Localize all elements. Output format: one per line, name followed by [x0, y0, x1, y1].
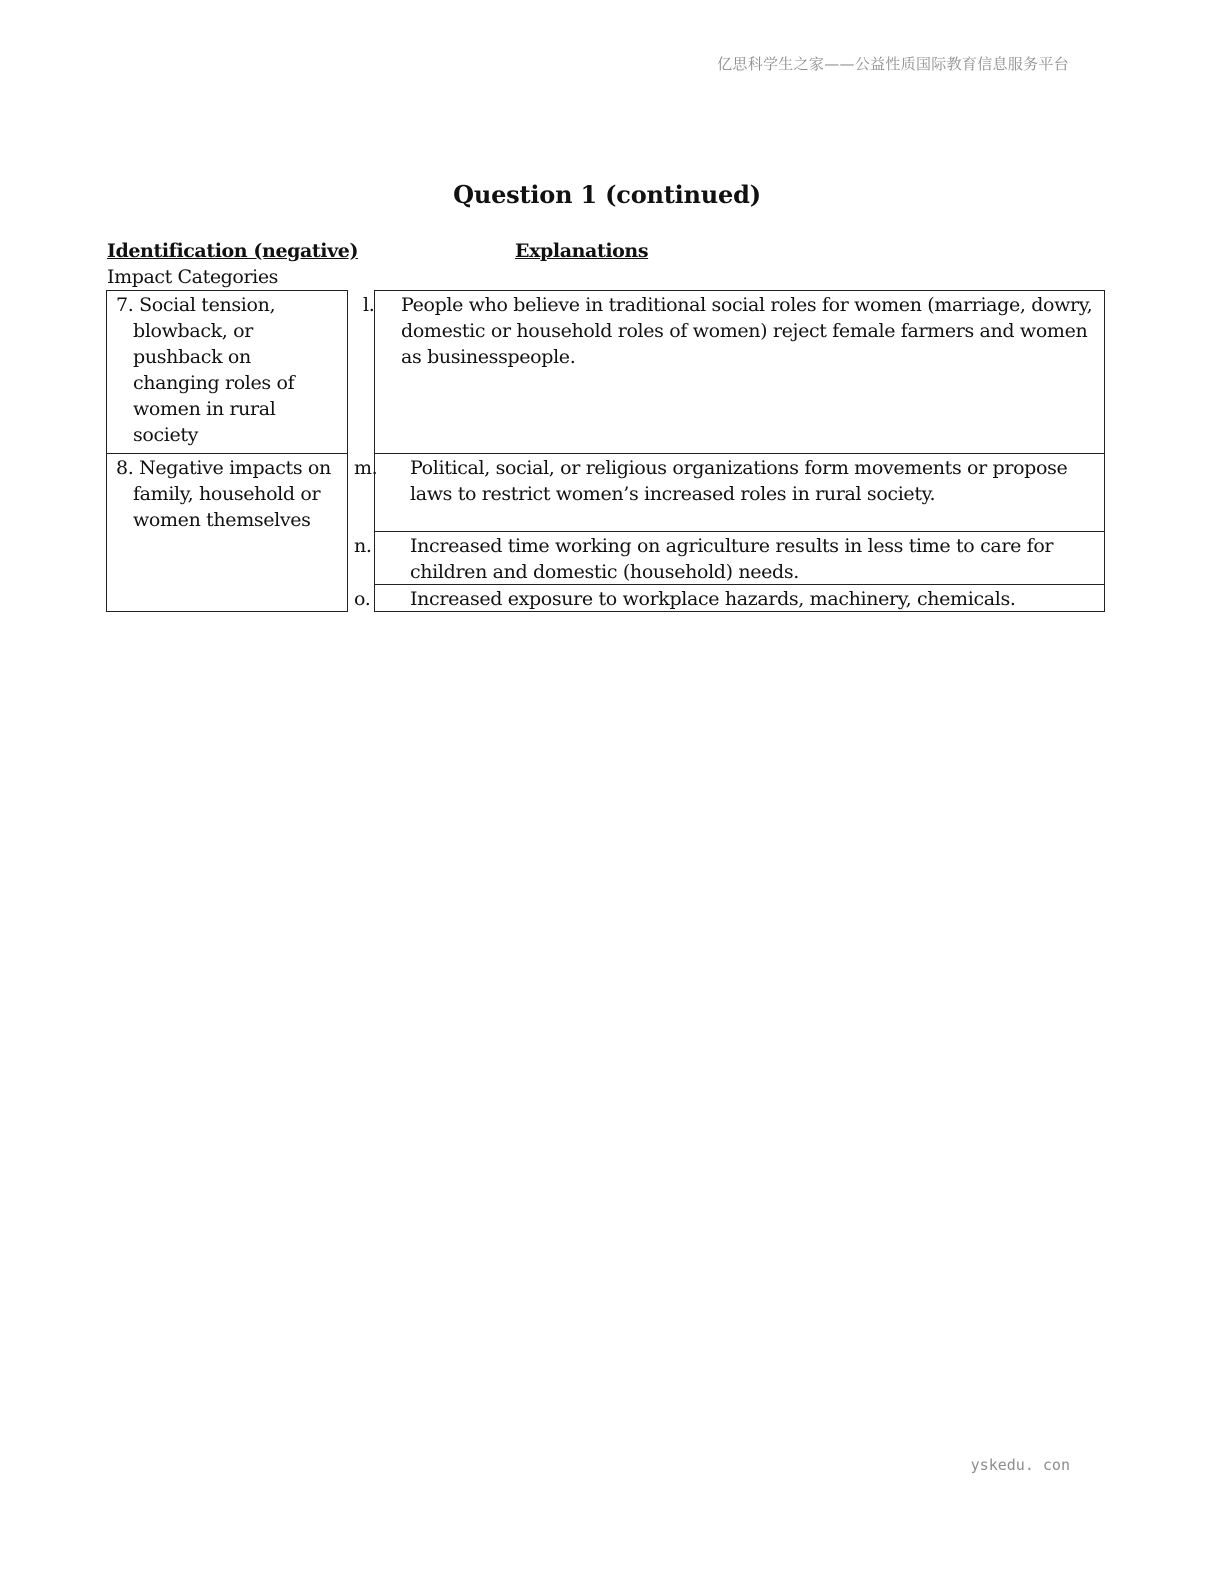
explanation-m-letter: m. [354, 457, 378, 479]
explanation-m-cell [354, 453, 1105, 532]
category-8-number: 8. [116, 457, 134, 479]
category-7-text [116, 292, 341, 448]
explanation-l-body: People who believe in traditional social roles for women (marriage, dowry, domestic or household roles of women) reject female farmers and women as businesspeople. [401, 294, 1093, 368]
explanation-o-cell [354, 584, 1105, 612]
explanation-m-body: Political, social, or religious organizations form movements or propose laws to restrict women’s increased roles in rural society. [410, 457, 1068, 505]
explanation-n-text [354, 533, 1096, 585]
explanation-m-text [354, 455, 1096, 507]
explanation-n-body: Increased time working on agriculture results in less time to care for children and domestic (household) needs. [410, 535, 1054, 583]
explanation-o-letter: o. [354, 588, 371, 610]
category-8-label: Negative impacts on family, household or women themselves [133, 457, 331, 531]
explanation-o-text [354, 586, 1096, 612]
identification-heading: Identification (negative) [107, 240, 359, 262]
watermark-header: 亿思科学生之家——公益性质国际教育信息服务平台 [717, 55, 1069, 73]
impact-categories-subheading: Impact Categories [107, 266, 279, 288]
explanation-n-cell [354, 531, 1105, 585]
explanations-heading: Explanations [515, 240, 649, 262]
explanation-n-letter: n. [354, 535, 372, 557]
explanation-l-text [363, 292, 1096, 370]
page-title: Question 1 (continued) [453, 180, 761, 209]
explanation-l-letter: l. [363, 294, 375, 316]
category-7-cell [106, 290, 348, 454]
category-7-number: 7. [116, 294, 134, 316]
category-8-cell [106, 453, 348, 612]
watermark-footer: yskedu. con [970, 1456, 1070, 1474]
category-8-text [116, 455, 341, 533]
explanation-l-cell [363, 290, 1105, 454]
explanation-o-body: Increased exposure to workplace hazards, machinery, chemicals. [410, 588, 1016, 610]
category-7-label: Social tension, blowback, or pushback on changing roles of women in rural society [133, 294, 295, 446]
